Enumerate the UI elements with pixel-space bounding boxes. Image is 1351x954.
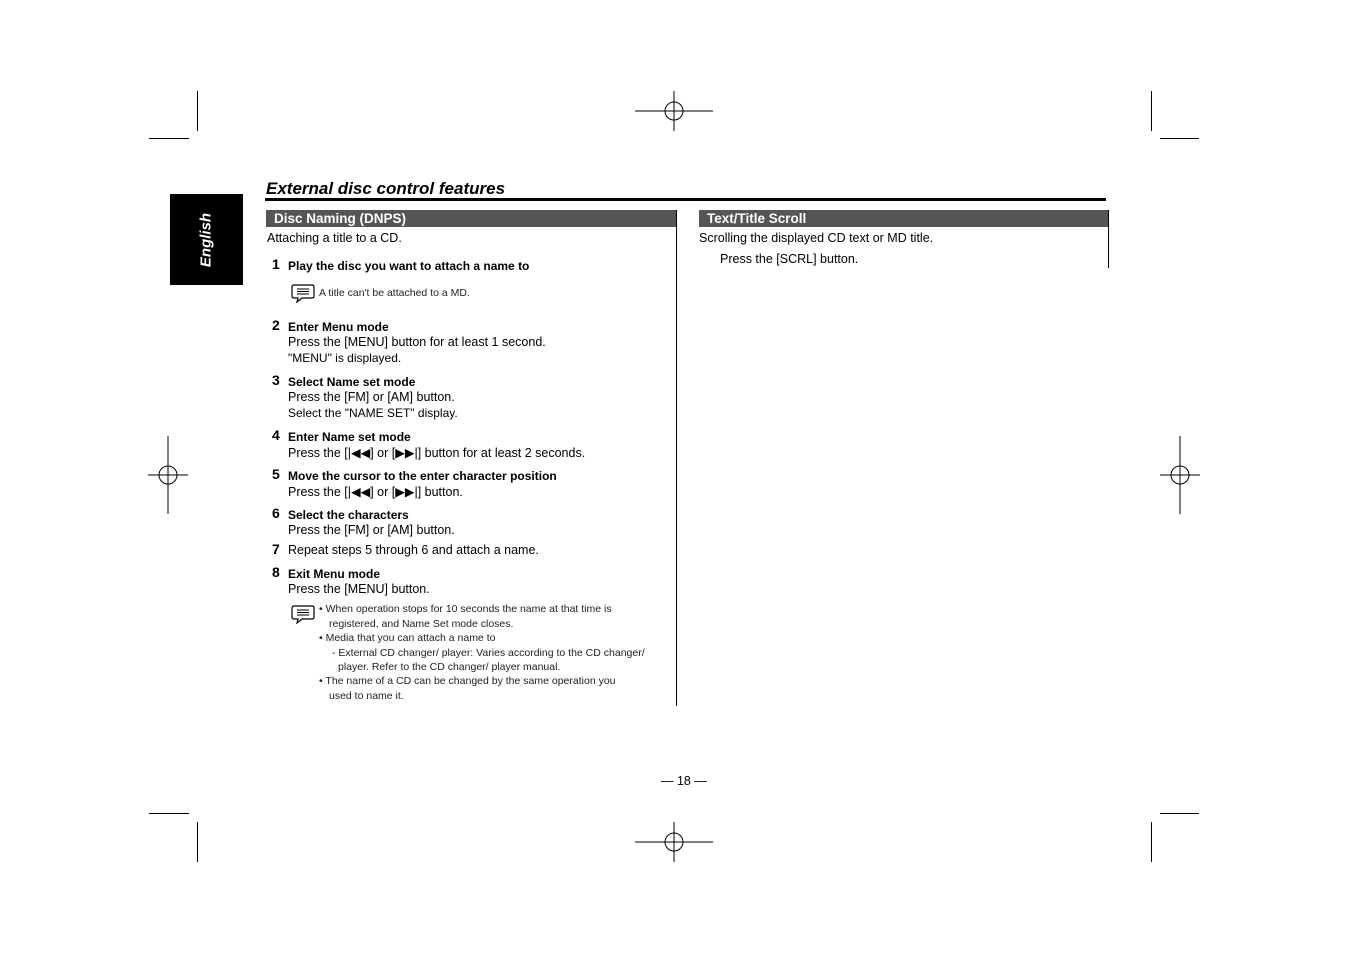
note-line: registered, and Name Set mode closes.: [329, 618, 514, 630]
registration-mark: [1160, 436, 1200, 514]
step-line: Press the [MENU] button.: [288, 582, 430, 596]
language-tab-label: English: [197, 212, 215, 268]
note-line: player. Refer to the CD changer/ player manual.: [338, 661, 561, 673]
section-intro: Attaching a title to a CD.: [267, 231, 402, 245]
step-number: 7: [272, 541, 280, 557]
crop-mark: [149, 813, 189, 814]
crop-mark: [149, 138, 189, 139]
step-title: Enter Name set mode: [288, 430, 411, 444]
step-line: Press the [|◀◀] or [▶▶|] button for at least 2 seconds.: [288, 446, 586, 460]
crop-mark: [1160, 138, 1199, 139]
step-title: Enter Menu mode: [288, 320, 389, 334]
page-title: External disc control features: [266, 179, 506, 198]
step-number: 3: [272, 372, 280, 388]
crop-mark: [1151, 91, 1152, 131]
title-rule: [265, 198, 1106, 201]
note-line: • The name of a CD can be changed by the same operation you: [319, 675, 616, 687]
note-icon: [291, 283, 315, 303]
crop-mark: [1160, 813, 1199, 814]
section-heading-text-title-scroll: Text/Title Scroll: [699, 210, 1108, 227]
note-line: - External CD changer/ player: Varies according to the CD changer/: [332, 647, 645, 659]
step-line: Select the "NAME SET" display.: [288, 406, 458, 420]
note-icon: [291, 604, 315, 624]
section-intro: Scrolling the displayed CD text or MD title.: [699, 231, 934, 245]
step-line: "MENU" is displayed.: [288, 351, 402, 365]
step-number: 1: [272, 256, 280, 272]
step-number: 4: [272, 427, 280, 443]
step-title: Select the characters: [288, 508, 409, 522]
step-line: Press the [FM] or [AM] button.: [288, 523, 455, 537]
step-title: Select Name set mode: [288, 375, 416, 389]
step-title: Move the cursor to the enter character position: [288, 469, 557, 483]
step-number: 5: [272, 466, 280, 482]
step-title: Play the disc you want to attach a name to: [288, 259, 530, 273]
registration-mark: [635, 91, 713, 131]
registration-mark: [635, 822, 713, 862]
page-number: — 18 —: [661, 774, 707, 788]
step-line: Press the [|◀◀] or [▶▶|] button.: [288, 485, 463, 499]
note-line: • Media that you can attach a name to: [319, 632, 496, 644]
step-number: 6: [272, 505, 280, 521]
step-line: Press the [FM] or [AM] button.: [288, 390, 455, 404]
step-number: 8: [272, 564, 280, 580]
step-title: Repeat steps 5 through 6 and attach a name.: [288, 543, 539, 557]
step-title: Exit Menu mode: [288, 567, 381, 581]
step-number: 2: [272, 317, 280, 333]
section-heading-disc-naming: Disc Naming (DNPS): [266, 210, 677, 227]
section-divider: [676, 210, 677, 706]
section-divider: [1108, 210, 1109, 268]
note-line: • When operation stops for 10 seconds the name at that time is: [319, 603, 612, 615]
instruction-text: Press the [SCRL] button.: [720, 252, 859, 266]
crop-mark: [197, 91, 198, 131]
registration-mark: [148, 436, 188, 514]
note-text: A title can't be attached to a MD.: [319, 287, 470, 299]
crop-mark: [197, 822, 198, 862]
step-line: Press the [MENU] button for at least 1 second.: [288, 335, 546, 349]
language-tab: [170, 194, 243, 285]
crop-mark: [1151, 822, 1152, 862]
note-line: used to name it.: [329, 690, 404, 702]
